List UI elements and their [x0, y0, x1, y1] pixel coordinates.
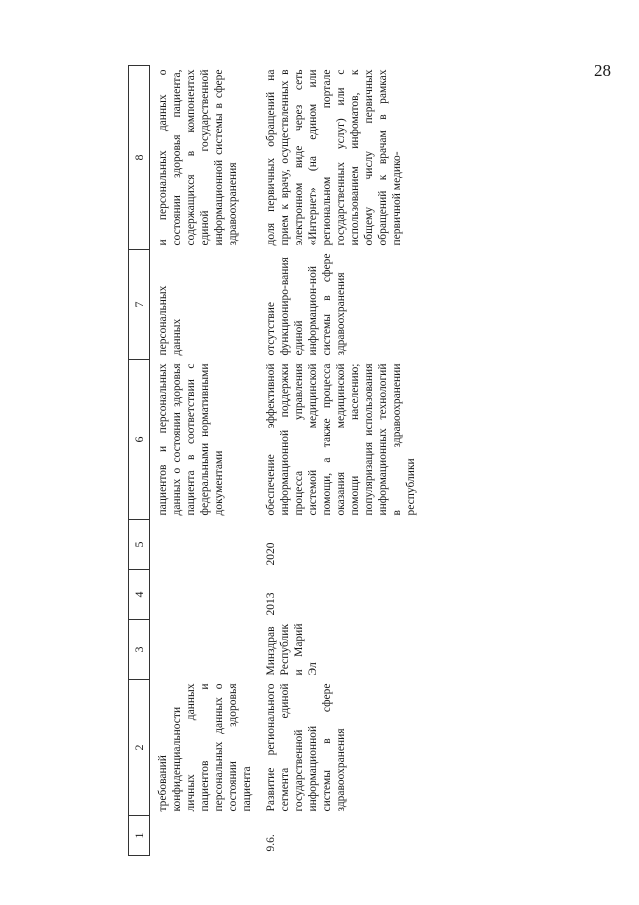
expected-result: обеспечение эффективной информационной поддержки процесса управления системой медицинской помощи, а также процесса оказания медицинской помощи населению; популяризация использования информационных технологий в здравоохранении республики — [265, 363, 417, 516]
header-row — [129, 66, 150, 856]
end-year — [150, 520, 259, 570]
rotated-table-sheet — [128, 66, 528, 856]
column-header-8: 8 — [129, 66, 150, 250]
column-header-7: 7 — [129, 250, 150, 360]
indicator-link: доля первичных обращений на прием к врачу, осуществленных в электронном виде через сеть «Интернет» (на едином или региональном портале государственных услуг) или с использованием инфоматов, к общему числу первичных обращений к врачам в рамках первичной медико- — [265, 69, 403, 246]
risk-consequence: отсутствие функциониро-вания единой информацион-ной системы в сфере здравоохранения — [265, 253, 347, 356]
column-header-6: 6 — [129, 360, 150, 520]
page-number: 28 — [594, 61, 611, 80]
expected-result: пациентов и персональных данных о состоянии здоровья пациента в соответствии с федеральными нормативными документами — [157, 363, 225, 516]
column-header-2: 2 — [129, 680, 150, 816]
start-year — [150, 570, 259, 620]
column-header-4: 4 — [129, 570, 150, 620]
table-row — [258, 66, 422, 856]
column-header-5: 5 — [129, 520, 150, 570]
measures-table — [128, 65, 422, 856]
column-header-3: 3 — [129, 620, 150, 680]
indicator-link: и персональных данных о состоянии здоровья пациента, содержащихся в компонентах единой государственной информационной системы в сфере здравоохранения — [157, 69, 239, 246]
table-row — [150, 66, 259, 856]
row-number — [150, 816, 259, 856]
executor — [150, 620, 259, 680]
measure-name: Развитие регионального сегмента единой государственной информационной системы в сфере здравоохранения — [265, 683, 347, 812]
row-number: 9.6. — [265, 834, 277, 852]
end-year: 2020 — [265, 542, 277, 566]
start-year: 2013 — [265, 592, 277, 616]
column-header-1: 1 — [129, 816, 150, 856]
risk-consequence: персональных данных — [157, 285, 183, 356]
measure-name: требований конфиденциальности личных данных пациентов и персональных данных о состоянии здоровья пациента — [157, 683, 253, 812]
executor: Минздрав Республики Марий Эл — [265, 623, 319, 676]
